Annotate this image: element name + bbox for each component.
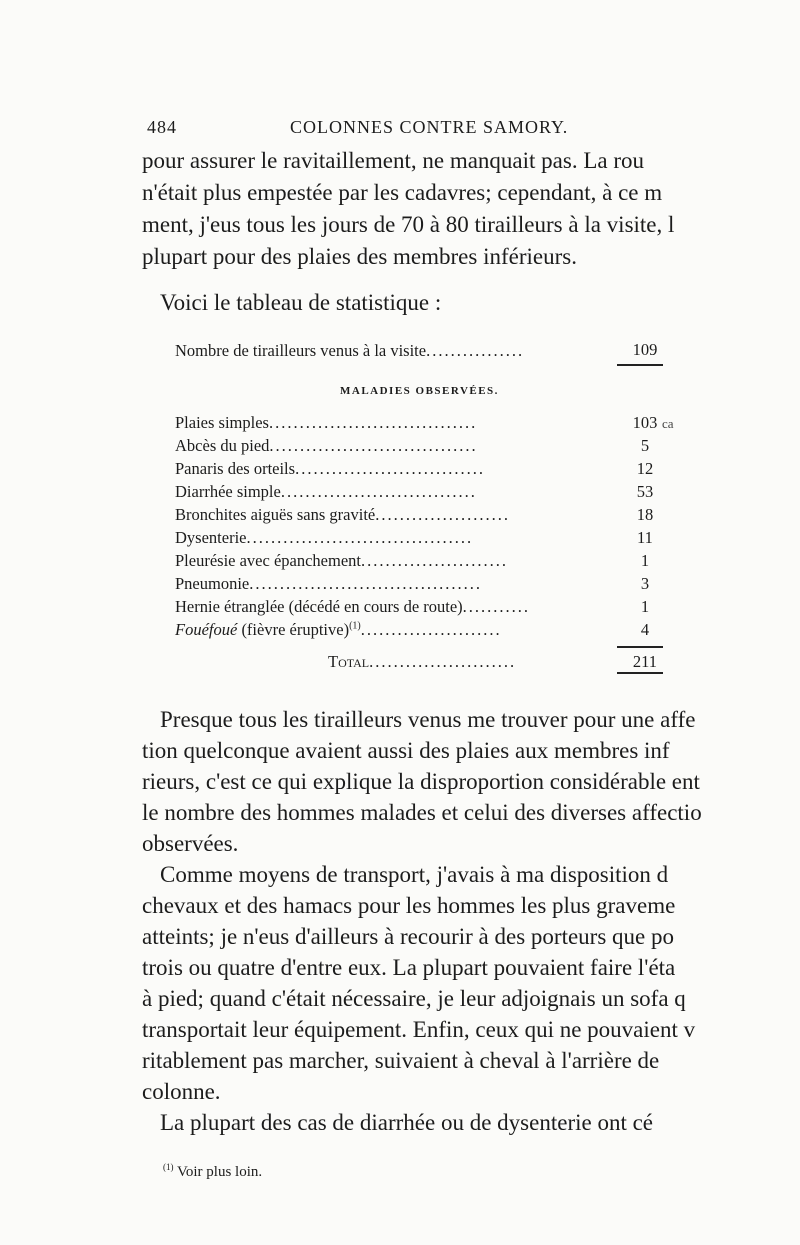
text-line: tion quelconque avaient aussi des plaies aux membres inf — [142, 738, 670, 763]
footnote-marker: (1) — [163, 1162, 174, 1172]
leader-dots: ...................................... — [249, 574, 482, 593]
page-number: 484 — [147, 117, 177, 137]
row-label: Plaies simples — [175, 413, 269, 432]
row-label: Hernie étranglée (décédé en cours de route) — [175, 597, 463, 616]
leader-dots: ....................... — [360, 620, 502, 639]
row-value: 3 — [640, 574, 650, 593]
table-row — [175, 459, 485, 479]
leader-dots: ........... — [462, 597, 531, 616]
table-row — [175, 597, 530, 617]
row-label: (fièvre éruptive) — [241, 620, 350, 639]
row-label-italic: Fouéfoué — [175, 620, 238, 639]
intro-text: Voici le tableau de statistique : — [160, 290, 442, 315]
leader-dots: ........................ — [369, 652, 517, 671]
row-label: Pleurésie avec épanchement — [175, 551, 361, 570]
row-value: 103 — [632, 413, 658, 432]
text-line: pour assurer le ravitaillement, ne manquait pas. La rou — [142, 148, 644, 173]
text-line: observées. — [142, 831, 239, 856]
table-row — [175, 482, 477, 502]
row-label: Panaris des orteils — [175, 459, 296, 478]
row-label: Pneumonie — [175, 574, 250, 593]
leader-dots: ................................ — [280, 482, 477, 501]
text-line: trois ou quatre d'entre eux. La plupart pouvaient faire l'éta — [142, 955, 676, 980]
row-value: 5 — [640, 436, 650, 455]
row-label: Bronchites aiguës sans gravité — [175, 505, 376, 524]
row-value: 1 — [640, 551, 650, 570]
table-row — [175, 413, 477, 433]
leader-dots: .................................. — [268, 413, 478, 432]
text-line: Presque tous les tirailleurs venus me trouver pour une affe — [160, 707, 696, 732]
leader-dots: ............................... — [295, 459, 485, 478]
text-line: ritablement pas marcher, suivaient à cheval à l'arrière de — [142, 1048, 660, 1073]
visit-row — [175, 341, 524, 361]
table-row — [175, 551, 508, 571]
table-row — [175, 505, 510, 525]
total-value: 211 — [632, 652, 658, 671]
row-label: Abcès du pied — [175, 436, 270, 455]
leader-dots: ................ — [426, 341, 525, 360]
visit-count: 109 — [632, 340, 658, 359]
table-row — [175, 574, 482, 594]
text-line: chevaux et des hamacs pour les hommes les plus graveme — [142, 893, 676, 918]
running-title: COLONNES CONTRE SAMORY. — [290, 117, 569, 137]
table-rule — [617, 646, 663, 648]
table-row — [175, 528, 473, 548]
row-value: 53 — [636, 482, 654, 501]
text-line: rieurs, c'est ce qui explique la disproportion considérable ent — [142, 769, 700, 794]
text-line: n'était plus empestée par les cadavres; cependant, à ce m — [142, 180, 663, 205]
row-value: 18 — [636, 505, 654, 524]
text-line: le nombre des hommes malades et celui des diverses affectio — [142, 800, 702, 825]
text-line: ment, j'eus tous les jours de 70 à 80 tirailleurs à la visite, l — [142, 212, 675, 237]
text-line: La plupart des cas de diarrhée ou de dysenterie ont cé — [160, 1110, 654, 1135]
row-value: 12 — [636, 459, 654, 478]
text-line: à pied; quand c'était nécessaire, je leur adjoignais un sofa q — [142, 986, 686, 1011]
footnote-text: Voir plus loin. — [176, 1164, 263, 1180]
table-row — [175, 436, 478, 456]
row-value: 4 — [640, 620, 650, 639]
text-line: plupart pour des plaies des membres inférieurs. — [142, 244, 577, 269]
leader-dots: ..................................... — [246, 528, 474, 547]
cut-margin-text: ca — [662, 416, 674, 431]
leader-dots: ........................ — [361, 551, 508, 570]
footnote — [163, 1162, 262, 1181]
row-label: Nombre de tirailleurs venus à la visite — [175, 341, 427, 360]
leader-dots: .................................. — [269, 436, 478, 455]
text-line: transportait leur équipement. Enfin, ceux qui ne pouvaient v — [142, 1017, 696, 1042]
text-line: atteints; je n'eus d'ailleurs à recourir à des porteurs que po — [142, 924, 674, 949]
footnote-ref: (1) — [349, 620, 361, 632]
text-line: colonne. — [142, 1079, 221, 1104]
row-value: 11 — [637, 528, 653, 547]
total-row — [328, 652, 516, 672]
table-row — [175, 620, 502, 640]
text-line: Comme moyens de transport, j'avais à ma disposition d — [160, 862, 669, 887]
section-heading: MALADIES OBSERVÉES. — [340, 385, 499, 397]
leader-dots: ...................... — [375, 505, 510, 524]
row-value: 1 — [640, 597, 650, 616]
row-label: Dysenterie — [175, 528, 247, 547]
row-label: Diarrhée simple — [175, 482, 281, 501]
total-label: Total — [328, 652, 370, 671]
table-rule — [617, 672, 663, 674]
table-rule — [617, 364, 663, 366]
